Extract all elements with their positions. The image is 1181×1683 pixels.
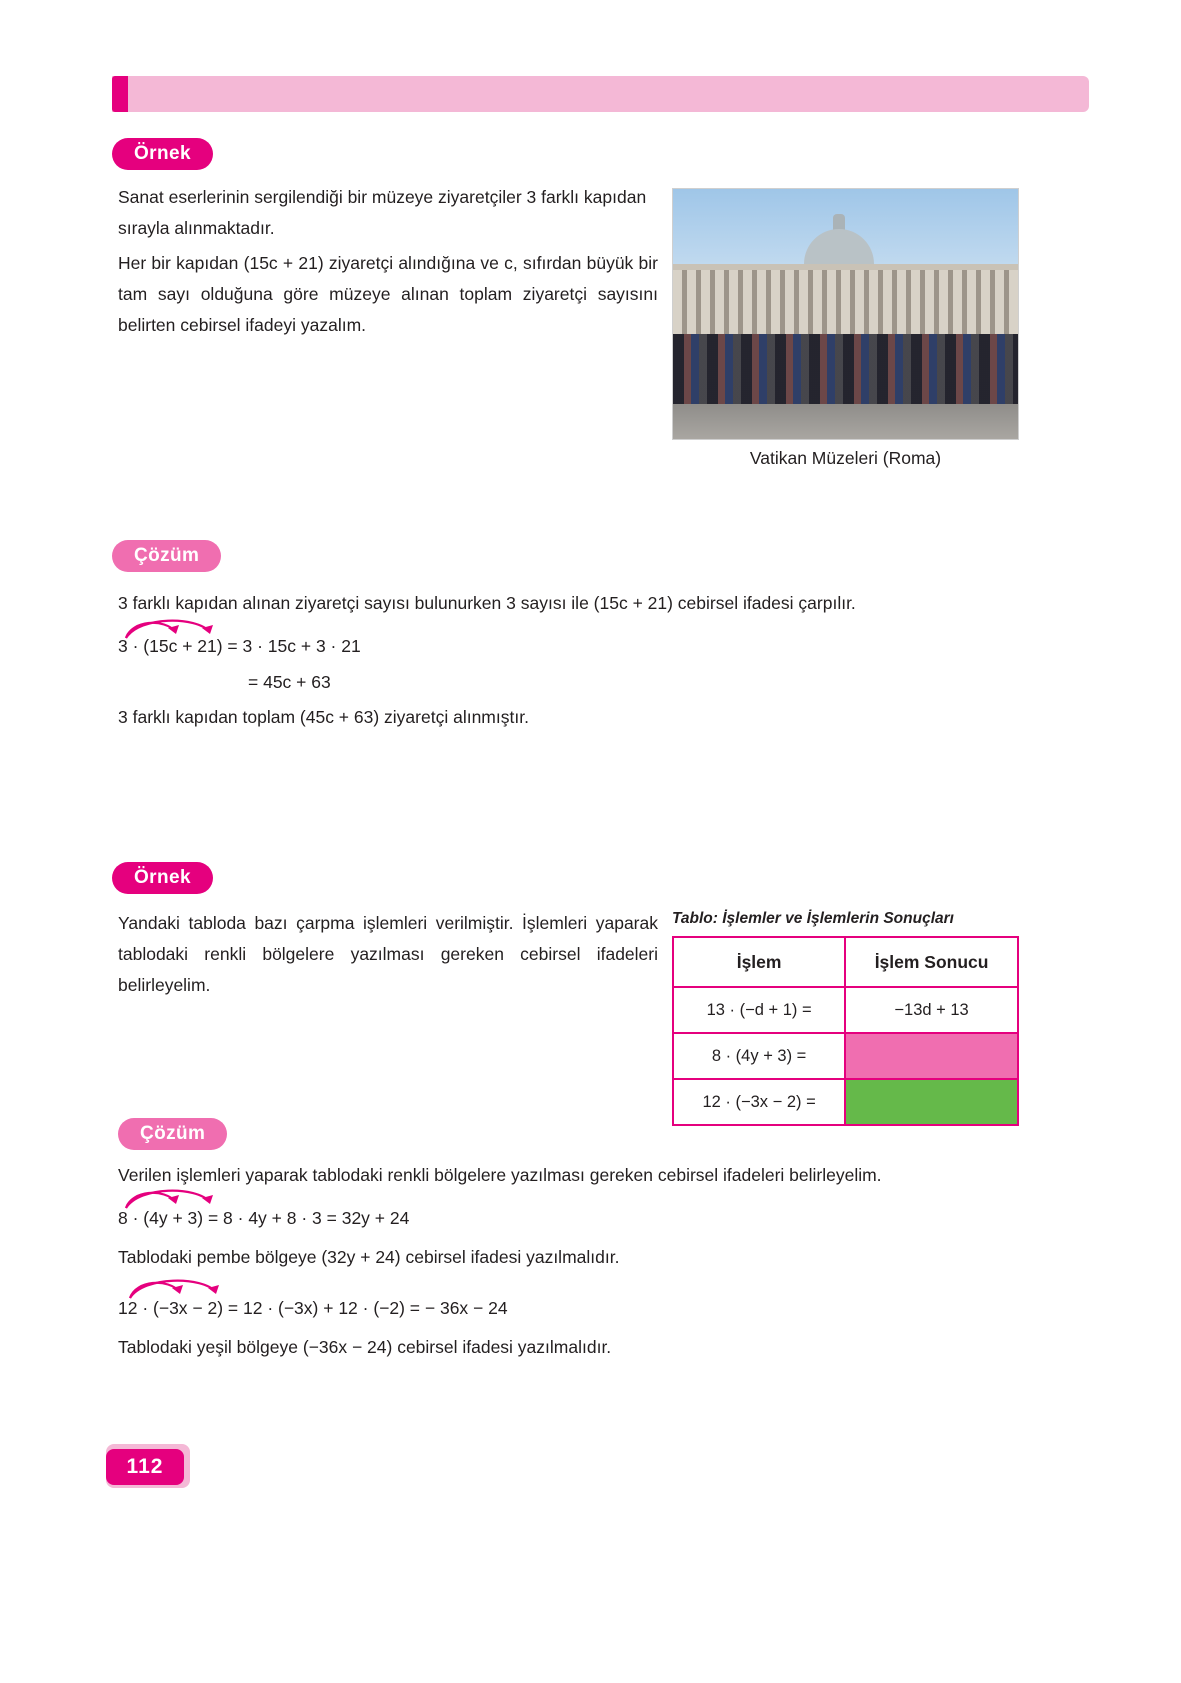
example1-paragraph-2: Her bir kapıdan (15c + 21) ziyaretçi alındığına ve c, sıfırdan büyük bir tam sayı olduğuna göre müzeye alınan toplam ziyaretçi sayısını belirten cebirsel ifadeyi yazalım.	[118, 253, 658, 335]
solution2-intro: Verilen işlemleri yaparak tablodaki renkli bölgelere yazılması gereken cebirsel ifadeleri belirleyelim.	[118, 1165, 882, 1185]
table-cell-islem: 12 · (−3x − 2) =	[673, 1079, 845, 1125]
solution1-line-2: = 45c + 63	[248, 672, 331, 692]
table-row	[673, 987, 1018, 1033]
solution1-line-1: 3 · (15c + 21) = 3 · 15c + 3 · 21	[118, 636, 361, 656]
vatican-museums-photo	[672, 188, 1019, 440]
photo-dome-top	[833, 214, 845, 230]
table-row	[673, 1079, 1018, 1125]
solution-label-2: Çözüm	[118, 1118, 227, 1150]
table-title: Tablo: İşlemler ve İşlemlerin Sonuçları	[672, 910, 954, 927]
table-row	[673, 1033, 1018, 1079]
solution2-text-2: Tablodaki yeşil bölgeye (−36x − 24) cebirsel ifadesi yazılmalıdır.	[118, 1337, 612, 1357]
photo-ground	[673, 404, 1018, 439]
page-number: 112	[106, 1449, 184, 1485]
header-banner-tab	[112, 76, 128, 112]
table-header-sonuc: İşlem Sonucu	[845, 937, 1018, 987]
solution1-intro: 3 farklı kapıdan alınan ziyaretçi sayısı bulunurken 3 sayısı ile (15c + 21) cebirsel ifadesi çarpılır.	[118, 593, 856, 613]
header-banner	[112, 76, 1089, 112]
solution2-text-1: Tablodaki pembe bölgeye (32y + 24) cebirsel ifadesi yazılmalıdır.	[118, 1247, 620, 1267]
solution2-line-2: 12 · (−3x − 2) = 12 · (−3x) + 12 · (−2) = − 36x − 24	[118, 1298, 508, 1318]
photo-caption: Vatikan Müzeleri (Roma)	[749, 448, 942, 468]
photo-crowd	[673, 334, 1018, 404]
table-cell-sonuc-green	[845, 1079, 1018, 1125]
solution1-conclusion: 3 farklı kapıdan toplam (45c + 63) ziyaretçi alınmıştır.	[118, 707, 529, 727]
table-header-row	[673, 937, 1018, 987]
table-cell-islem: 13 · (−d + 1) =	[673, 987, 845, 1033]
table-cell-sonuc: −13d + 13	[845, 987, 1018, 1033]
table-cell-islem: 8 · (4y + 3) =	[673, 1033, 845, 1079]
table-header-islem: İşlem	[673, 937, 845, 987]
islem-table	[672, 936, 1019, 1126]
solution-label-1: Çözüm	[112, 540, 221, 572]
example-label-1: Örnek	[112, 138, 213, 170]
solution2-line-1: 8 · (4y + 3) = 8 · 4y + 8 · 3 = 32y + 24	[118, 1208, 410, 1228]
example1-paragraph-1: Sanat eserlerinin sergilendiği bir müzeye ziyaretçiler 3 farklı kapıdan sırayla alınmaktadır.	[118, 187, 647, 238]
photo-colonnade	[673, 264, 1018, 344]
example-label-2: Örnek	[112, 862, 213, 894]
example2-paragraph: Yandaki tabloda bazı çarpma işlemleri verilmiştir. İşlemleri yaparak tablodaki renkli bölgelere yazılması gereken cebirsel ifadeleri belirleyelim.	[118, 913, 658, 995]
table-cell-sonuc-pink	[845, 1033, 1018, 1079]
